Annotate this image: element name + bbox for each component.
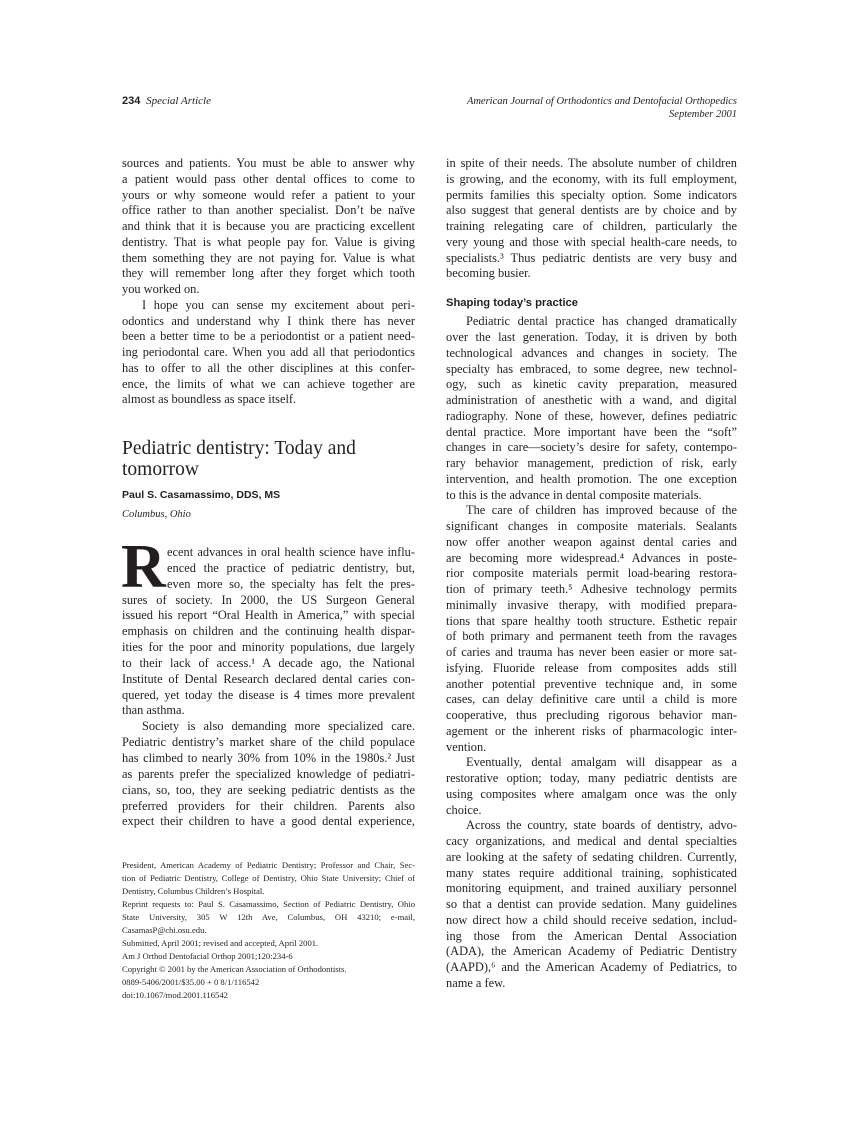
text-line: isfying. Fluoride release from composites adds still: [446, 660, 737, 675]
text-line: ing those from the American Dental Association: [446, 928, 737, 943]
drop-cap: R: [121, 533, 166, 601]
text-line: are looking at the safety of sedating children. Currently,: [446, 849, 737, 864]
text-line: so that a dentist can provide sedation. Many guidelines: [446, 897, 737, 912]
text-line: they will remember long after they forget which tooth: [122, 266, 415, 281]
text-line: over the last generation. Today, it is driven by both: [446, 330, 737, 345]
text-line: of caries and trauma has never been easier or more sat-: [446, 645, 737, 660]
text-line: you worked on.: [122, 282, 200, 296]
text-line: Pediatric dental practice has changed dramatically: [466, 314, 737, 329]
text-line: is growing, and the economy, with its full employment,: [446, 171, 737, 186]
journal-name: American Journal of Orthodontics and Dentofacial Orthopedics: [466, 96, 737, 107]
section-label: Special Article: [146, 95, 211, 107]
text-line: been a better time to be a periodontist or a patient need-: [122, 329, 415, 344]
footnote-line: tion of Pediatric Dentistry, College of Dentistry, Ohio State University; Chief of: [122, 873, 415, 883]
issue-date: September 2001: [669, 109, 737, 120]
text-line: even more so, the specialty has felt the pres-: [167, 576, 415, 591]
text-line: changes in care—society’s desire for safety, contempo-: [446, 440, 737, 455]
text-line: specialty has embraced, to some degree, new technol-: [446, 361, 737, 376]
text-line: as parents prefer the specialized knowledge of pediatri-: [122, 766, 415, 781]
text-line: emphasis on children and the continuing health dispar-: [122, 624, 415, 639]
article-body-left: [122, 545, 415, 830]
text-line: ing periodontal care. When you add all that periodontics: [122, 345, 415, 359]
footnote-line: doi:10.1067/mod.2001.116542: [122, 990, 228, 1000]
text-line: permits families this specialty option. Some indicators: [446, 187, 737, 202]
text-line: rior composite materials permit load-bearing restora-: [446, 566, 737, 581]
text-line: monitoring equipment, and trained auxiliary personnel: [446, 881, 737, 896]
text-line: sources and patients. You must be able to answer why: [122, 156, 415, 170]
text-line: another potential preventive technique and, in some: [446, 676, 737, 691]
text-line: quered, yet today the disease is 4 times more prevalent: [122, 687, 415, 702]
text-line: enced the practice of pediatric dentistry, but,: [167, 560, 415, 575]
footnote-line: Copyright © 2001 by the American Association of Orthodontists.: [122, 964, 347, 974]
text-line: technological advances and changes in society. The: [446, 345, 737, 360]
text-line: minimally invasive therapy, with modified prepara-: [446, 597, 737, 612]
page-number: 234: [122, 95, 141, 107]
text-line: yours or why someone would refer a patient to your: [122, 187, 415, 202]
text-line: now direct how a child should receive sedation, includ-: [446, 912, 737, 927]
article-title-line: Pediatric dentistry: Today and: [122, 438, 356, 459]
text-line: using composites where amalgam once was the only: [446, 786, 737, 801]
text-line: restorative option; today, many pediatric dentists are: [446, 771, 737, 786]
text-line: The care of children has improved because of the: [466, 503, 737, 518]
text-line: significant changes in composite materials. Sealants: [446, 519, 737, 534]
text-line: agement or the inherent risks of pharmacologic inter-: [446, 723, 737, 738]
article-title: [122, 438, 415, 480]
article-location: Columbus, Ohio: [122, 509, 191, 520]
text-line: cases, can delay definitive care until a child is more: [446, 692, 737, 707]
text-line: very young and those with special health-care needs, to: [446, 234, 737, 249]
text-line: ities for the poor and minority populations, due largely: [122, 640, 415, 655]
footnote-line: Reprint requests to: Paul S. Casamassimo, Section of Pediatric Dentistry, Ohio: [122, 899, 415, 909]
text-line: has climbed to nearly 30% from 10% in the 1980s.² Just: [122, 750, 415, 765]
text-line: office rather to than another specialist. Don’t be naïve: [122, 203, 415, 218]
text-line: dental practice. More important have been the “soft”: [446, 424, 737, 439]
text-line: cooperative, thus precluding rigorous behavior man-: [446, 708, 737, 723]
right-column-intro: [446, 156, 737, 282]
text-line: training relegating care of children, particularly the: [446, 219, 737, 233]
text-line: a patient would pass other dental offices to come to: [122, 171, 415, 186]
text-line: of both primary and permanent teeth from the ravages: [446, 629, 737, 644]
text-line: (ADA), the American Academy of Pediatric Dentistry: [446, 944, 737, 959]
paragraph: [446, 818, 737, 991]
paragraph: [446, 156, 737, 282]
text-line: choice.: [446, 802, 482, 817]
text-line: and think that it is because you are practicing excellent: [122, 219, 415, 233]
text-line: rary behavior management, prediction of risk, early: [446, 456, 737, 471]
right-column-body: [446, 314, 737, 991]
text-line: Across the country, state boards of dentistry, advo-: [466, 818, 737, 833]
running-header-left: [122, 95, 211, 107]
footnote-line: State University, 305 W 12th Ave, Columbus, OH 43210; e-mail,: [122, 912, 415, 922]
text-line: specialists.³ Thus pediatric dentists are very busy and: [446, 250, 737, 265]
paragraph: [122, 545, 415, 719]
footnote-line: President, American Academy of Pediatric Dentistry; Professor and Chair, Sec-: [122, 860, 415, 870]
text-line: them something they are not paying for. Value is what: [122, 250, 415, 265]
text-line: in spite of their needs. The absolute number of children: [446, 156, 737, 170]
text-line: sures of society. In 2000, the US Surgeon General: [122, 592, 415, 607]
footnotes: [122, 859, 415, 1002]
text-line: Institute of Dental Research declared dental caries con-: [122, 671, 415, 686]
text-line: than asthma.: [122, 703, 185, 718]
text-line: ogy, such as kinetic cavity preparation, measured: [446, 377, 737, 392]
text-line: intervention, and health promotion. The one exception: [446, 471, 737, 486]
text-line: issued his report “Oral Health in America,” with special: [122, 608, 415, 623]
running-header-right: [467, 95, 737, 121]
footnote-line: Submitted, April 2001; revised and accepted, April 2001.: [122, 938, 319, 948]
text-line: has to offer to all the other disciplines at this confer-: [122, 360, 415, 375]
text-line: vention.: [446, 739, 487, 754]
paragraph: [446, 314, 737, 503]
text-line: cians, so, too, they are seeking pediatric dentists as the: [122, 782, 415, 797]
article-author: Paul S. Casamassimo, DDS, MS: [122, 489, 281, 501]
text-line: name a few.: [446, 975, 506, 990]
paragraph: [446, 755, 737, 818]
paragraph: [122, 719, 415, 830]
text-line: radiography. None of these, however, defines pediatric: [446, 408, 737, 423]
text-line: (AAPD),⁶ and the American Academy of Pediatrics, to: [446, 960, 737, 975]
text-line: tion of primary teeth.⁵ Adhesive technology permits: [446, 582, 737, 597]
text-line: to their lack of access.¹ A decade ago, the National: [122, 655, 415, 670]
text-line: administration of anesthetic with a wand, and digital: [446, 393, 737, 408]
text-line: to this is the advance in dental composite materials.: [446, 487, 702, 502]
text-line: now offer another weapon against dental caries and: [446, 534, 737, 549]
right-column: [446, 156, 737, 992]
text-line: Eventually, dental amalgam will disappear as a: [466, 755, 737, 770]
text-line: dentistry. That is what people pay for. Value is giving: [122, 234, 415, 249]
text-line: Pediatric dentistry’s market share of the child populace: [122, 735, 415, 750]
footnote-line: Dentistry, Columbus Children’s Hospital.: [122, 886, 265, 896]
text-line: tions that spare healthy tooth structure. Esthetic repair: [446, 613, 737, 628]
footnote-line[interactable]: CasamasP@chi.osu.edu.: [122, 925, 207, 935]
text-line: I hope you can sense my excitement about peri-: [142, 297, 415, 312]
footnote-line: 0889-5406/2001/$35.00 + 0 8/1/116542: [122, 977, 260, 987]
text-line: ecent advances in oral health science have influ-: [167, 545, 415, 559]
text-line: Society is also demanding more specialized care.: [142, 719, 415, 734]
text-line: many states require additional training, sophisticated: [446, 865, 737, 880]
text-line: becoming busier.: [446, 266, 531, 281]
text-line: also suggest that general dentists are by choice and by: [446, 203, 737, 218]
paragraph: [446, 503, 737, 755]
text-line: are becoming more widespread.⁴ Advances in poste-: [446, 550, 737, 565]
section-heading: Shaping today’s practice: [446, 297, 579, 309]
footnote-line: Am J Orthod Dentofacial Orthop 2001;120:234-6: [122, 951, 293, 961]
text-line: cacy organizations, and medical and dental specialties: [446, 834, 737, 849]
paragraph: [122, 156, 415, 298]
text-line: preferred providers for their children. Parents also: [122, 798, 415, 813]
paragraph: [122, 298, 415, 408]
text-line: expect their children to have a good dental experience,: [122, 814, 415, 829]
text-line: odontics and understand why I think there has never: [122, 313, 415, 328]
article-title-line: tomorrow: [122, 459, 199, 480]
text-line: ence, the limits of what we can achieve together are: [122, 376, 415, 391]
left-column-previous-article: [122, 156, 415, 408]
text-line: almost as boundless as space itself.: [122, 392, 297, 407]
